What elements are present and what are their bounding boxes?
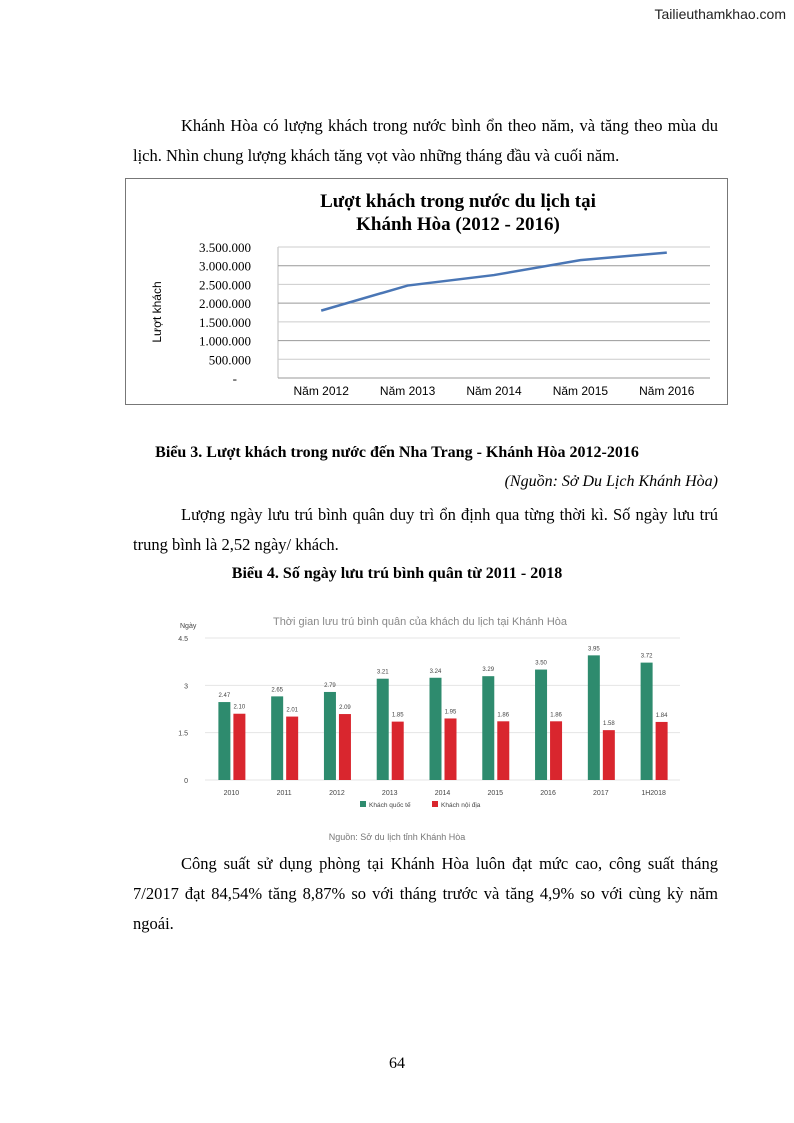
caption-chart-4: Biểu 4. Số ngày lưu trú bình quân từ 2011 - 2018 [231,565,563,582]
y-tick-label: 2.500.000 [199,277,251,293]
page-number: 64 [389,1055,405,1072]
x-tick-label: 2015 [487,790,504,797]
line-chart [125,178,728,405]
caption-chart-3: Biểu 3. Lượt khách trong nước đến Nha Trang - Khánh Hòa 2012-2016 [155,444,639,461]
x-tick-label: 2014 [434,790,451,797]
bar [497,721,509,780]
legend-swatch [360,801,366,807]
x-tick-label: 1H2018 [641,790,666,797]
bar [482,676,494,780]
paragraph-1: Khánh Hòa có lượng khách trong nước bình ổn theo năm, và tăng theo mùa du lịch. Nhìn chung lượng khách tăng vọt vào những tháng đầu và cuối năm. [133,116,718,165]
x-tick-label: 2016 [540,790,556,797]
data-label: 3.95 [587,646,600,653]
bar [339,714,351,780]
bar [377,679,389,780]
data-label: 3.72 [640,653,653,660]
bar [233,714,245,780]
bar [641,663,653,780]
y-axis-label: Ngày [180,623,197,630]
bar [603,730,615,780]
data-label: 1.95 [444,709,457,716]
series-line [321,253,667,311]
data-label: 3.21 [376,669,389,676]
y-axis-label: Lượt khách [150,281,164,343]
data-label: 2.01 [286,707,299,714]
chart-title-line1: Lượt khách trong nước du lịch tại [320,191,596,212]
data-label: 1.84 [655,712,668,719]
legend-label: Khách quốc tế [369,802,411,809]
legend-swatch [432,801,438,807]
x-tick-label: Năm 2012 [293,384,349,398]
x-tick-label: Năm 2015 [552,384,609,398]
y-tick-label: 1.000.000 [199,333,251,349]
legend-label: Khách nội địa [441,802,481,809]
data-label: 2.10 [233,704,246,711]
data-label: 3.29 [482,667,495,674]
data-label: 3.50 [535,660,547,667]
x-tick-label: 2011 [276,790,292,797]
line-chart-frame [125,178,728,405]
y-tick-label: 4.5 [178,636,188,643]
bar [271,696,283,780]
y-tick-label: 2.000.000 [199,296,251,312]
x-tick-label: 2013 [381,790,398,797]
y-tick-label: - [232,371,237,386]
source-chart-3: (Nguồn: Sở Du Lịch Khánh Hòa) [504,473,718,490]
data-label: 2.09 [339,705,351,712]
y-tick-label: 1.5 [178,730,188,738]
bar [392,722,404,780]
chart-title: Thời gian lưu trú bình quân của khách du lịch tại Khánh Hòa [272,616,568,628]
data-label: 1.86 [550,712,562,719]
bar [588,655,600,780]
source-chart-4: Nguồn: Sở du lịch tỉnh Khánh Hòa [328,832,466,842]
x-tick-label: Năm 2016 [639,384,695,398]
bar [535,670,547,780]
bar-chart [0,605,794,835]
bar [430,678,442,780]
watermark: Tailieuthamkhao.com [654,6,786,22]
data-label: 2.79 [324,682,336,689]
bar [550,721,562,780]
x-tick-label: Năm 2014 [466,384,522,398]
paragraph-2: Lượng ngày lưu trú bình quân duy trì ổn định qua từng thời kì. Số ngày lưu trú trung bình là 2,52 ngày/ khách. [133,505,718,554]
data-label: 2.65 [271,687,284,694]
data-label: 1.58 [602,721,615,728]
y-tick-label: 1.500.000 [199,314,251,330]
paragraph-3: Công suất sử dụng phòng tại Khánh Hòa luôn đạt mức cao, công suất tháng 7/2017 đạt 84,54% tăng 8,87% so với tháng trước và tăng 4,9% so với cùng kỳ năm ngoái. [133,854,718,933]
bar [286,717,298,780]
data-label: 1.85 [391,712,404,719]
y-tick-label: 0 [184,778,188,785]
x-tick-label: 2017 [593,790,609,797]
y-tick-label: 3 [184,683,188,691]
y-tick-label: 500.000 [208,352,251,368]
bar [324,692,336,780]
bar [445,718,457,780]
y-tick-label: 3.000.000 [199,258,251,274]
bar [656,722,668,780]
data-label: 1.86 [497,712,510,719]
data-label: 3.24 [429,668,442,675]
x-tick-label: 2012 [329,790,345,797]
x-tick-label: Năm 2013 [379,384,436,398]
chart-title-line2: Khánh Hòa (2012 - 2016) [356,214,560,235]
x-tick-label: 2010 [223,790,240,797]
data-label: 2.47 [218,693,231,700]
bar [218,702,230,780]
y-tick-label: 3.500.000 [199,240,251,255]
